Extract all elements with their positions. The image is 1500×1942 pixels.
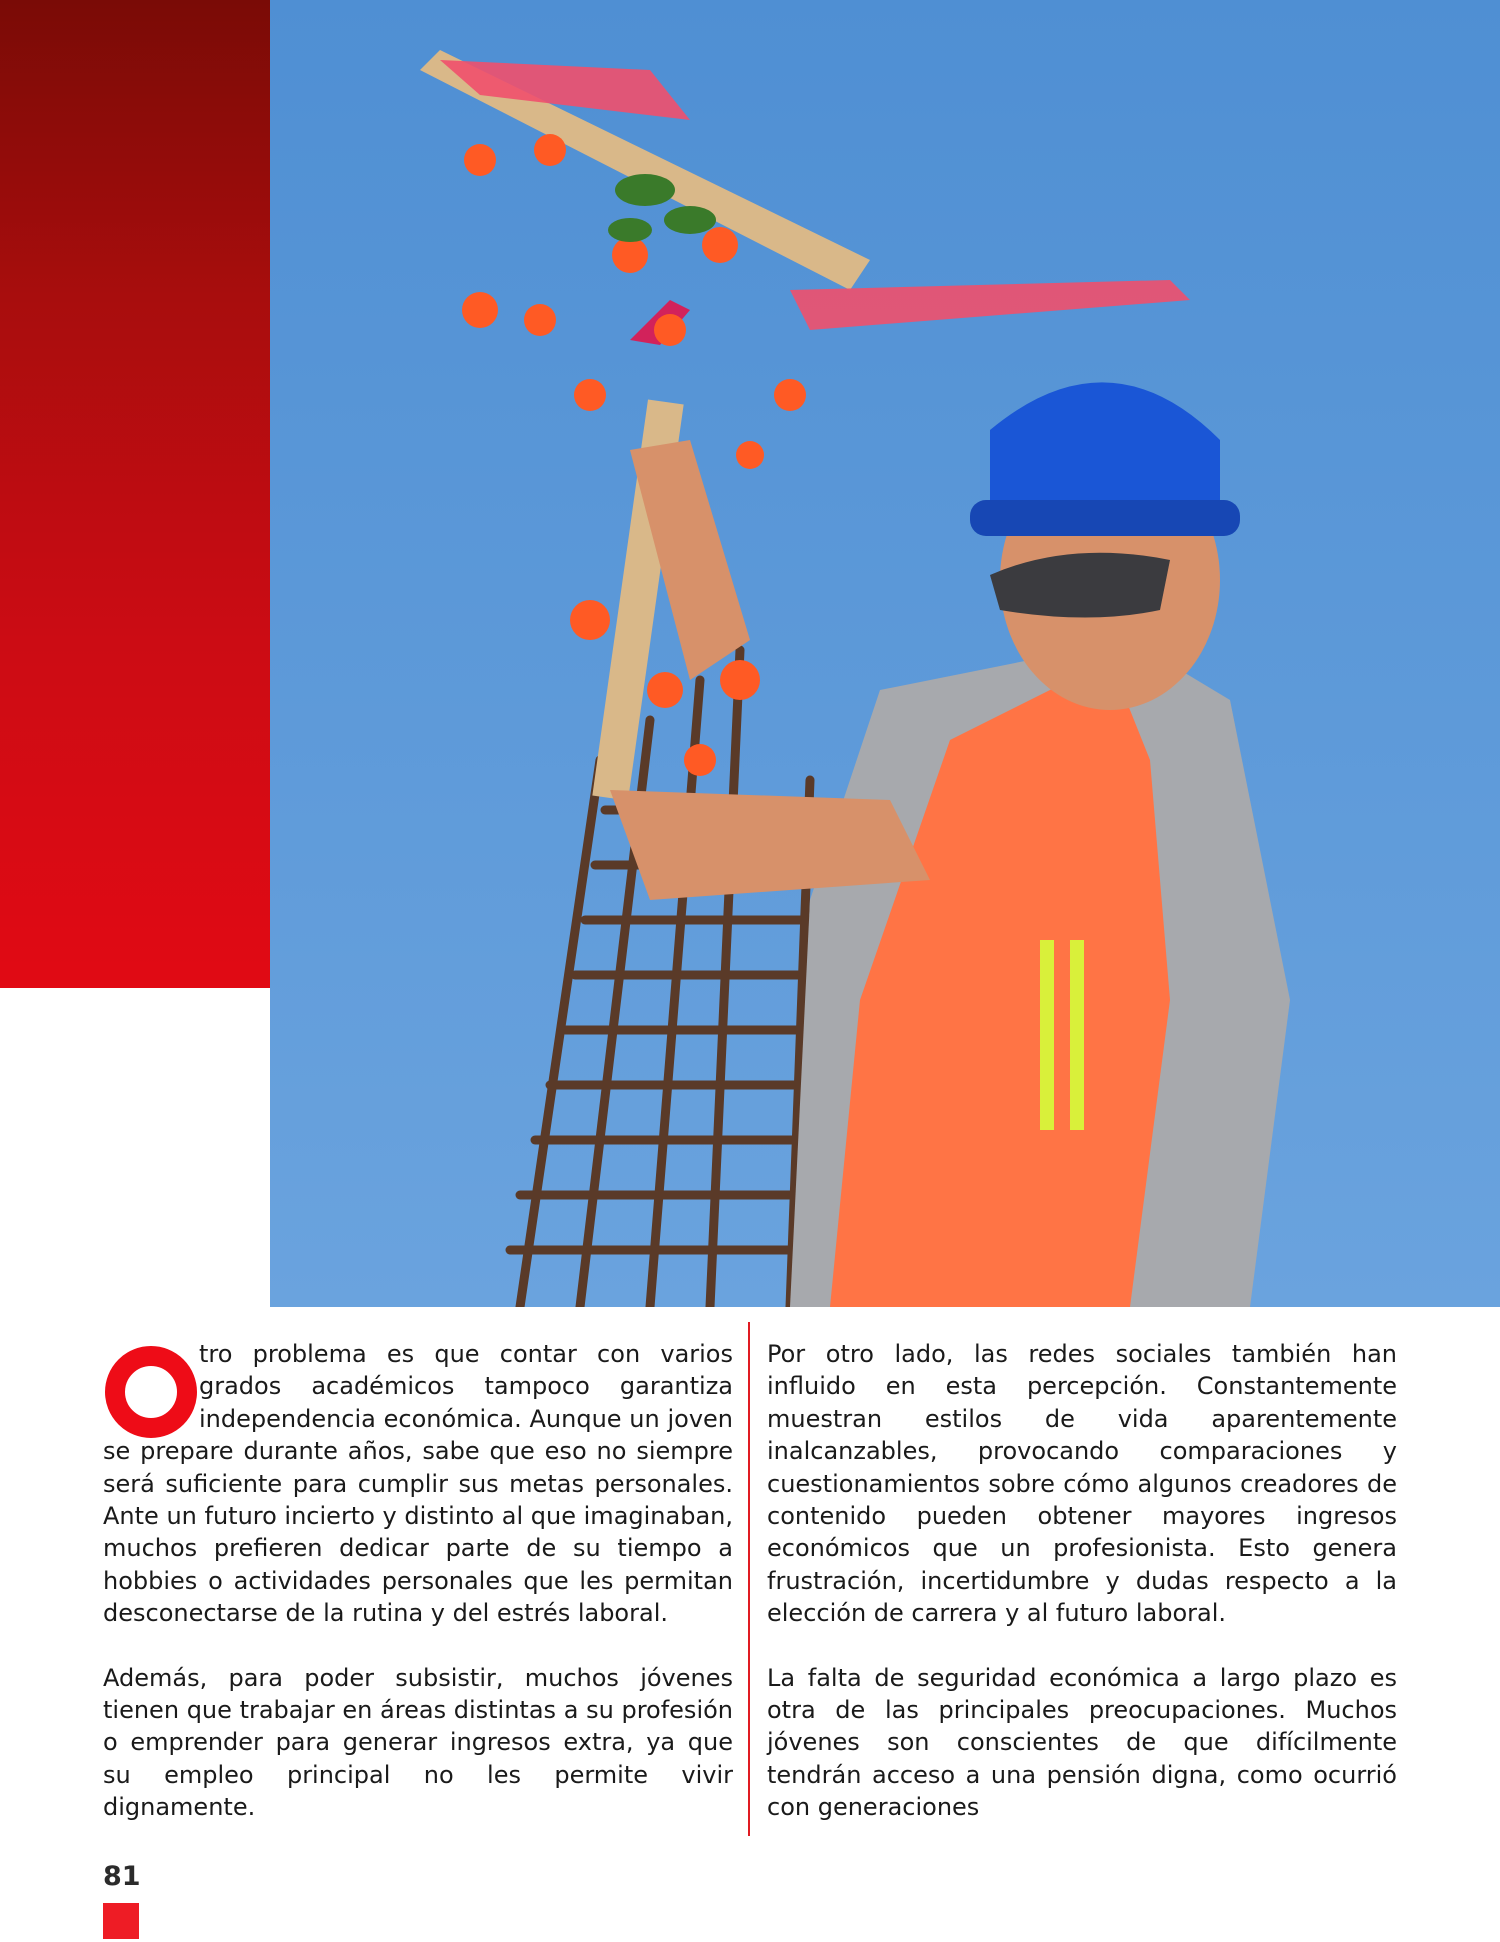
right-paragraph-2: La falta de seguridad económica a largo plazo es otra de las principales preocupaciones. Muchos jóvenes son conscientes de que difícilmente tendrán acceso a una pensión digna, como ocurrió con generaciones (767, 1663, 1397, 1822)
dropcap-o (103, 1344, 193, 1434)
column-divider (748, 1322, 750, 1836)
right-paragraph-1: Por otro lado, las redes sociales también han influido en esta percepción. Constantemente muestran estilos de vida aparentemente inalcanzables, provocando comparaciones y cuestionamientos sobre cómo algunos creadores de contenido pueden obtener mayores ingresos económicos que un profesionista. Esto genera frustración, incertidumbre y dudas respecto a la elección de carrera y al futuro laboral. (767, 1340, 1397, 1628)
left-paragraph-1 (103, 1338, 733, 1630)
article-right-column (767, 1338, 1397, 1856)
decorative-red-band (0, 0, 270, 988)
left-paragraph-2: Además, para poder subsistir, muchos jóvenes tienen que trabajar en áreas distintas a su profesión o emprender para generar ingresos extra, ya que su empleo principal no les permite vivir dignamente. (103, 1663, 733, 1822)
construction-worker-photo (270, 0, 1500, 1307)
page-number: 81 (103, 1861, 141, 1892)
photo-illustration (270, 0, 1500, 1307)
page-marker-square (103, 1903, 139, 1939)
left-paragraph-1-text: tro problema es que contar con varios grados académicos tampoco garantiza independencia económica. Aunque un joven se prepare durante años, sabe que eso no siempre será suficiente para cumplir sus metas personales. Ante un futuro incierto y distinto al que imaginaban, muchos prefieren dedicar parte de su tiempo a hobbies o actividades personales que les permitan desconectarse de la rutina y del estrés laboral. (103, 1340, 733, 1628)
article-left-column (103, 1338, 733, 1856)
dropcap-ring (105, 1346, 197, 1438)
